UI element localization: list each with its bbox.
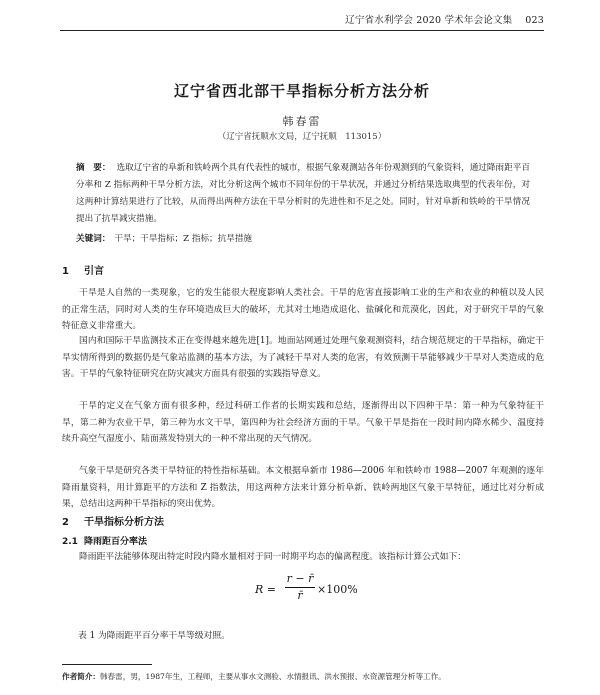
section-title: 引言 [84,266,104,277]
abstract-text: 选取辽宁省的阜新和铁岭两个具有代表性的城市，根据气象观测站各年份观测到的气象资料，通过降雨距平百分率和 Z 指标两种干旱分析方法，对比分析这两个城市不同年份的干旱状况，并通过分析结果选取典型的代表年份，对这两种计算结果进行了比较，从而得出两种方法在干旱分析时的先进性和不足之处。同时，针对阜新和铁岭的干旱情况提出了抗旱减灾措施。 [76,163,530,224]
formula-fraction [285,572,315,603]
author-affiliation: （辽宁省抚顺水文局，辽宁抚顺 113015） [217,132,387,142]
formula-lhs: R = [255,583,276,596]
section-heading-methods [62,513,164,528]
footnote-label: 作者简介： [62,672,100,681]
header-rule [60,30,544,31]
intro-paragraph-3: 干旱的定义在气象方面有很多种，经过科研工作者的长期实践和总结，逐渐得出以下四种干旱：第一种为气象特征干旱，第二种为农业干旱，第三种为水文干旱，第四种为社会经济方面的干旱。气象干旱是指在一段时间内降水稀少、温度持续升高空气湿度小、陆面蒸发特别大的一种不常出现的天气情况。 [62,401,544,444]
author-footnote [62,671,544,682]
keywords [76,232,530,244]
keywords-label: 关键词： [76,234,111,244]
running-title: 辽宁省水利学会 2020 学术年会论文集 [345,15,513,26]
formula-denominator: r̄ [297,589,303,602]
section-number: 2 [62,517,69,528]
subsection-heading [62,534,147,547]
intro-paragraph-4: 气象干旱是研究各类干旱特征的特性指标基础。本文根据阜新市 1986—2006 年和铁岭市 1988—2007 年观测的逐年降雨量资料，用计算距平的方法和 Z 指数法，用这两种方法来计算分析阜新、铁岭两地区气象干旱特征，通过比对分析成果，总结出这两种干旱指标的突出优势。 [62,466,544,509]
author-name: 韩春雷 [282,115,322,128]
formula-rhs: ×100% [317,583,358,596]
page-number: 023 [525,15,544,26]
fraction-bar [285,587,315,588]
rainfall-anomaly-formula [255,572,375,608]
formula-numerator: r − r̄ [286,572,314,585]
section-number: 1 [62,266,69,277]
section-heading-intro [62,262,104,277]
section-title: 干旱指标分析方法 [84,517,164,528]
abstract-label: 摘 要： [76,163,111,173]
subsection-number: 2.1 [62,537,78,547]
running-header [60,12,544,28]
paper-title: 辽宁省西北部干旱指标分析方法分析 [173,82,430,100]
intro-paragraph-2: 国内和国际干旱监测技术正在变得越来越先进[1]。地面站网通过处理气象观测资料，结合规范规定的干旱指标，确定干旱实情所得到的数据仍是气象站监测的基本方法，为了减轻干旱对人类的危害，有效预测干旱能够减少干旱对人类造成的危害。干旱的气象特征研究在防灾减灾方面具有很强的实践指导意义。 [62,336,544,379]
keywords-text: 干旱；干旱指标；Z 指标；抗旱措施 [114,234,253,244]
abstract [76,160,530,228]
intro-paragraph-1: 干旱是人自然的一类现象，它的发生能很大程度影响人类社会。干旱的危害直接影响工业的生产和农业的种植以及人民的正常生活，同时对人类的生存环境造成巨大的破坏，尤其对土地造成退化、盐碱化和荒漠化，因此，对于研究干旱的气象特征意义非常重大。 [62,288,544,331]
table-reference: 表 1 为降雨距平百分率干旱等级对照。 [78,631,230,641]
methods-paragraph: 降雨距平法能够体现出特定时段内降水量相对于同一时期平均态的偏离程度。该指标计算公式如下： [79,552,467,562]
footnote-text: 韩春雷，男，1987年生，工程师，主要从事水文测验、水情报讯、洪水预报、水资源管理分析等工作。 [99,672,446,681]
footnote-rule [62,664,152,665]
subsection-title: 降雨距百分率法 [84,537,148,547]
